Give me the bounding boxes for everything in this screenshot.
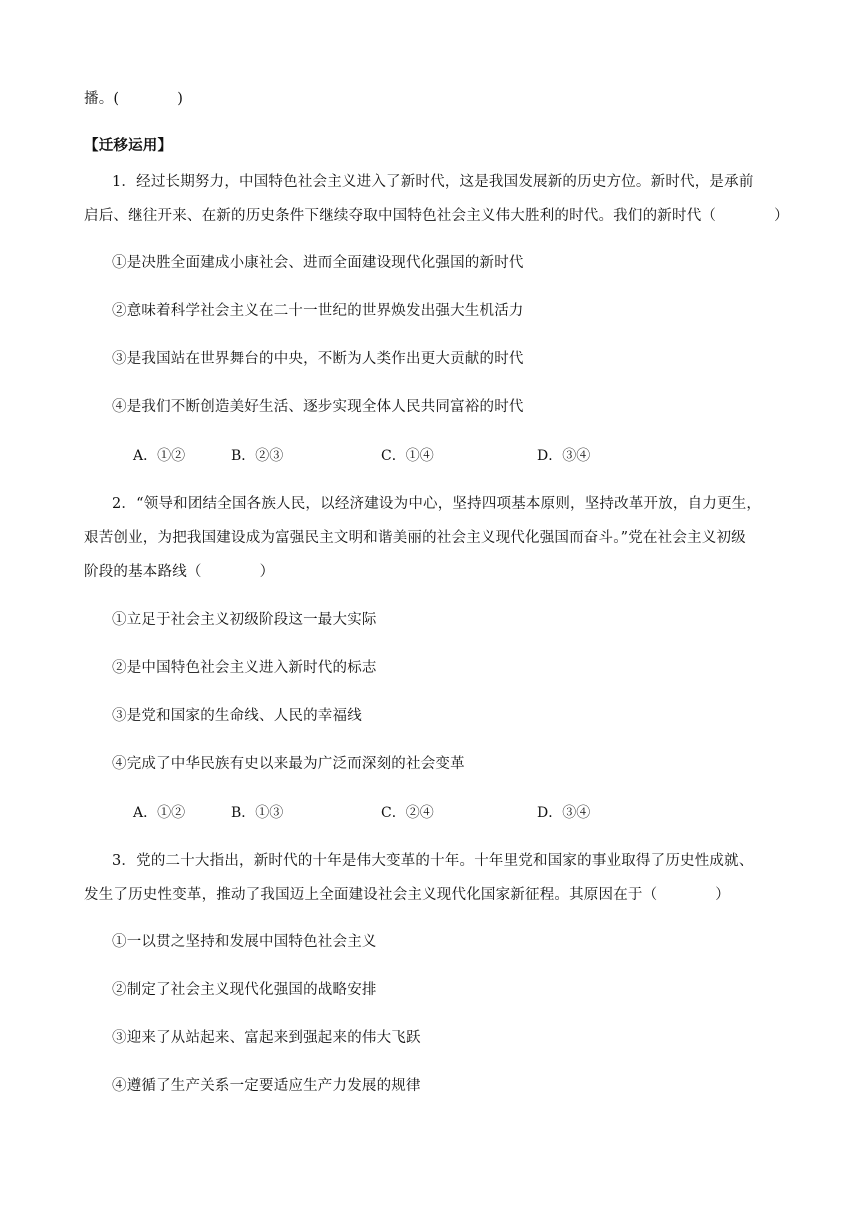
q3-statement-1: ①一以贯之坚持和发展中国特色社会主义: [112, 934, 377, 950]
q2-statement-1: ①立足于社会主义初级阶段这一最大实际: [112, 612, 377, 628]
q2-statement-2: ②是中国特色社会主义进入新时代的标志: [112, 660, 377, 676]
q2-stem-line-3-text: 阶段的基本路线（: [84, 564, 202, 580]
q1-stem-line-2-text: 启后、继往开来、在新的历史条件下继续夺取中国特色社会主义伟大胜利的时代。我们的新时代（: [84, 208, 717, 224]
q1-statement-1: ①是决胜全面建成小康社会、进而全面建设现代化强国的新时代: [112, 255, 524, 271]
q2-option-d: D．③④: [537, 805, 591, 821]
q1-stem-line-1: 1．经过长期努力，中国特色社会主义进入了新时代，这是我国发展新的历史方位。新时代，是承前: [112, 174, 754, 190]
intro-tail-close: ): [177, 91, 184, 107]
q3-statement-3: ③迎来了从站起来、富起来到强起来的伟大飞跃: [112, 1030, 421, 1046]
q2-statement-3: ③是党和国家的生命线、人民的幸福线: [112, 708, 362, 724]
q3-stem-line-2: [84, 885, 730, 905]
q1-stem-line-2: [84, 206, 789, 226]
q2-stem-line-1: 2．“领导和团结全国各族人民，以经济建设为中心，坚持四项基本原则，坚持改革开放，自力更生，: [112, 496, 762, 512]
q1-stem-close: ）: [774, 208, 789, 224]
q1-statement-2: ②意味着科学社会主义在二十一世纪的世界焕发出强大生机活力: [112, 303, 524, 319]
q3-statement-2: ②制定了社会主义现代化强国的战略安排: [112, 982, 377, 998]
q3-stem-close: ）: [715, 887, 730, 903]
q2-option-c: C．②④: [381, 805, 434, 821]
q3-stem-line-1: 3．党的二十大指出，新时代的十年是伟大变革的十年。十年里党和国家的事业取得了历史性成就、: [112, 853, 754, 869]
q3-stem-line-2-text: 发生了历史性变革，推动了我国迈上全面建设社会主义现代化国家新征程。其原因在于（: [84, 887, 658, 903]
q2-statement-4: ④完成了中华民族有史以来最为广泛而深刻的社会变革: [112, 756, 465, 772]
intro-tail-line: [84, 89, 183, 109]
q2-stem-line-2: 艰苦创业，为把我国建设成为富强民主文明和谐美丽的社会主义现代化强国而奋斗。”党在社会主义初级: [84, 530, 746, 546]
q3-statement-4: ④遵循了生产关系一定要适应生产力发展的规律: [112, 1078, 421, 1094]
section-heading: 【迁移运用】: [84, 138, 173, 154]
q2-stem-close: ）: [259, 564, 275, 580]
q2-stem-line-3: [84, 562, 274, 582]
intro-tail-text: 播。(: [84, 91, 120, 107]
q2-option-a: A．①②: [133, 805, 186, 821]
q2-option-b: B．①③: [231, 805, 284, 821]
q1-option-c: C．①④: [381, 448, 434, 464]
q1-statement-3: ③是我国站在世界舞台的中央，不断为人类作出更大贡献的时代: [112, 351, 524, 367]
q1-option-d: D．③④: [537, 448, 591, 464]
q1-option-b: B．②③: [231, 448, 284, 464]
q1-option-a: A．①②: [133, 448, 186, 464]
q1-statement-4: ④是我们不断创造美好生活、逐步实现全体人民共同富裕的时代: [112, 399, 524, 415]
